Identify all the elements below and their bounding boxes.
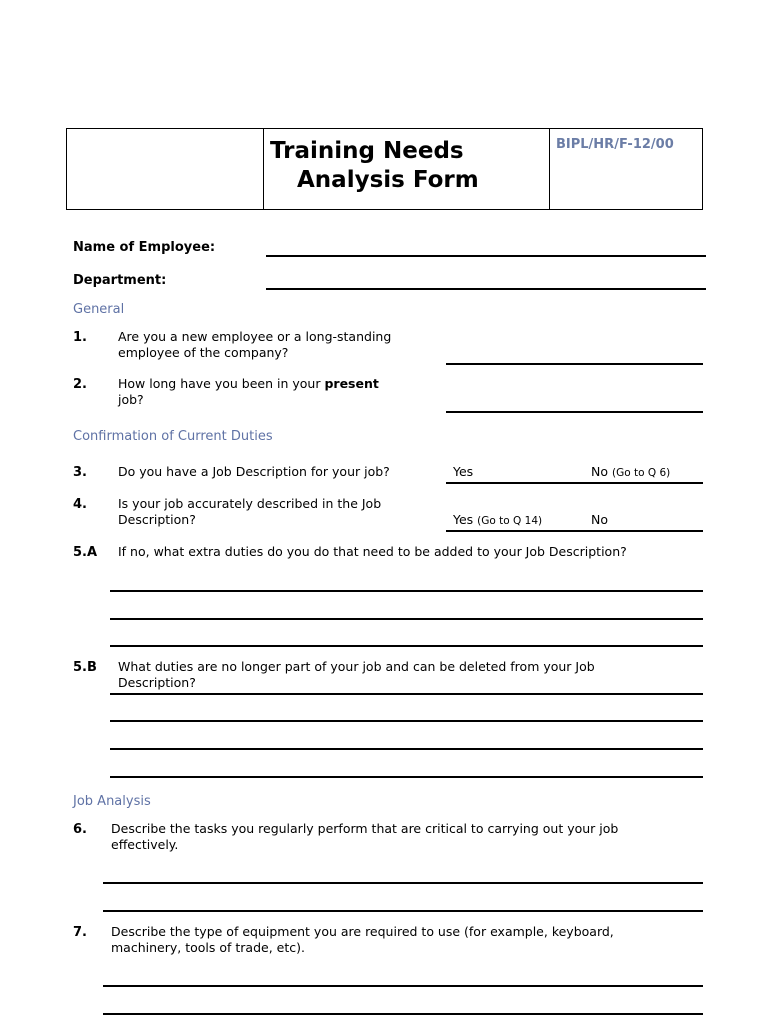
q1-text-line2: employee of the company? <box>118 345 289 360</box>
q4-no-option[interactable]: No <box>591 512 608 527</box>
q2-text-bold: present <box>324 376 379 391</box>
header-divider-left <box>263 129 264 209</box>
q3-text: Do you have a Job Description for your job? <box>118 464 390 479</box>
q4-text-line1: Is your job accurately described in the Job <box>118 496 382 511</box>
q3-yes-option[interactable]: Yes <box>453 464 474 479</box>
q2-text <box>118 376 379 408</box>
q5a-number: 5.A <box>73 545 98 560</box>
q7-answer-line-2[interactable] <box>103 1013 703 1015</box>
q7-answer-line-1[interactable] <box>103 985 703 987</box>
q4-yes-note: (Go to Q 14) <box>477 515 543 527</box>
q5b-answer-line-1[interactable] <box>110 693 703 695</box>
q5a-answer-line-1[interactable] <box>110 590 703 592</box>
q4-text <box>118 496 381 528</box>
q2-text-start: How long have you been in your <box>118 376 325 391</box>
form-code: BIPL/HR/F-12/00 <box>556 137 674 152</box>
q6-answer-line-1[interactable] <box>103 882 703 884</box>
q2-number: 2. <box>73 377 87 392</box>
q5b-text <box>118 659 595 691</box>
q7-text-line2: machinery, tools of trade, etc). <box>111 940 305 955</box>
q5b-answer-line-2[interactable] <box>110 720 703 722</box>
q5b-answer-line-3[interactable] <box>110 748 703 750</box>
department-label: Department: <box>73 273 167 288</box>
q4-text-line2: Description? <box>118 512 196 527</box>
q4-number: 4. <box>73 497 87 512</box>
q2-answer-field[interactable] <box>446 411 703 413</box>
q5a-text: If no, what extra duties do you do that need to be added to your Job Description? <box>118 544 627 559</box>
q6-text-line2: effectively. <box>111 837 179 852</box>
q3-no-label: No <box>591 464 608 479</box>
q4-answer-line <box>446 530 703 532</box>
q1-answer-field[interactable] <box>446 363 703 365</box>
employee-name-field[interactable] <box>266 255 706 257</box>
q5a-answer-line-2[interactable] <box>110 618 703 620</box>
q3-answer-line <box>446 482 703 484</box>
department-field[interactable] <box>266 288 706 290</box>
q6-text-line1: Describe the tasks you regularly perform that are critical to carrying out your job <box>111 821 619 836</box>
q3-number: 3. <box>73 465 87 480</box>
q5b-number: 5.B <box>73 660 97 675</box>
header-divider-right <box>549 129 550 209</box>
section-job-analysis: Job Analysis <box>73 794 151 809</box>
form-title-line2: Analysis Form <box>297 167 479 193</box>
q5b-text-line2: Description? <box>118 675 196 690</box>
q6-text <box>111 821 618 853</box>
q5a-answer-line-3[interactable] <box>110 645 703 647</box>
q4-yes-option[interactable] <box>453 512 542 529</box>
employee-name-label: Name of Employee: <box>73 240 216 255</box>
q6-answer-line-2[interactable] <box>103 910 703 912</box>
q7-number: 7. <box>73 925 87 940</box>
q2-text-line2: job? <box>118 392 144 407</box>
form-title <box>270 137 540 195</box>
q1-text <box>118 329 391 361</box>
q1-number: 1. <box>73 330 87 345</box>
section-general: General <box>73 302 125 317</box>
section-confirmation: Confirmation of Current Duties <box>73 429 273 444</box>
q7-text <box>111 924 614 956</box>
q7-text-line1: Describe the type of equipment you are required to use (for example, keyboard, <box>111 924 614 939</box>
q6-number: 6. <box>73 822 87 837</box>
q4-yes-label: Yes <box>453 512 474 527</box>
form-title-line1: Training Needs <box>270 138 464 164</box>
q3-no-option[interactable] <box>591 464 670 481</box>
q5b-text-line1: What duties are no longer part of your job and can be deleted from your Job <box>118 659 595 674</box>
q1-text-line1: Are you a new employee or a long-standing <box>118 329 392 344</box>
q5b-answer-line-4[interactable] <box>110 776 703 778</box>
q3-no-note: (Go to Q 6) <box>611 467 671 479</box>
